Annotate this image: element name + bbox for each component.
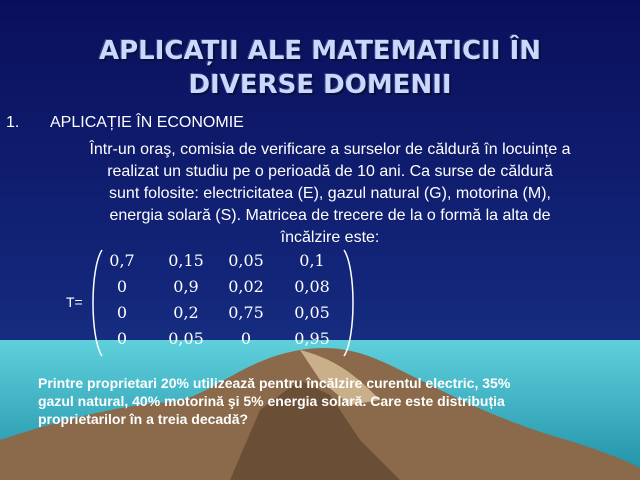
matrix-cell: 0,05 [294, 303, 330, 322]
matrix-cell: 0 [240, 329, 252, 348]
matrix-cell: 0,08 [294, 277, 330, 296]
matrix-cell: 0,7 [109, 251, 135, 270]
matrix-cell: 0,05 [228, 251, 264, 270]
question-line: Printre proprietari 20% utilizează pentru încălzire curentul electric, 35% [38, 375, 511, 391]
matrix-label: T= [66, 294, 83, 310]
matrix-cell: 0,75 [228, 303, 264, 322]
question-line: proprietarilor în a treia decadă? [38, 411, 249, 427]
paragraph-line: sunt folosite: electricitatea (E), gazul natural (G), motorina (M), [109, 185, 551, 202]
question-line: gazul natural, 40% motorină şi 5% energia solară. Care este distribuția [38, 393, 505, 409]
paragraph-line: energia solară (S). Matricea de trecere de la o formă la alta de [109, 207, 551, 224]
problem-paragraph [60, 139, 600, 249]
matrix-cell: 0,9 [173, 277, 199, 296]
matrix-cell: 0 [116, 303, 128, 322]
paragraph-line: Într-un oraş, comisia de verificare a surselor de căldură în locuințe a [89, 141, 571, 158]
matrix-cell: 0,95 [294, 329, 330, 348]
matrix-cell: 0,2 [173, 303, 199, 322]
list-item-number: 1. [6, 114, 20, 131]
title-line-1: APLICAȚII ALE MATEMATICII ÎN [98, 36, 541, 66]
right-bracket [344, 250, 353, 356]
matrix-cell: 0,05 [168, 329, 204, 348]
matrix-cell: 0,15 [168, 251, 204, 270]
transition-matrix [88, 248, 358, 358]
left-bracket [93, 250, 102, 356]
question-text [38, 374, 598, 428]
title-line-2: DIVERSE DOMENII [188, 70, 452, 100]
paragraph-line: încălzire este: [280, 229, 380, 246]
matrix-cell: 0 [116, 329, 128, 348]
slide-title [40, 34, 600, 102]
matrix-cell: 0 [116, 277, 128, 296]
matrix-cell: 0,1 [299, 251, 325, 270]
matrix-cell: 0,02 [228, 277, 264, 296]
section-heading: APLICAȚIE ÎN ECONOMIE [50, 114, 244, 131]
paragraph-line: realizat un studiu pe o perioadă de 10 ani. Ca surse de căldură [107, 163, 553, 180]
